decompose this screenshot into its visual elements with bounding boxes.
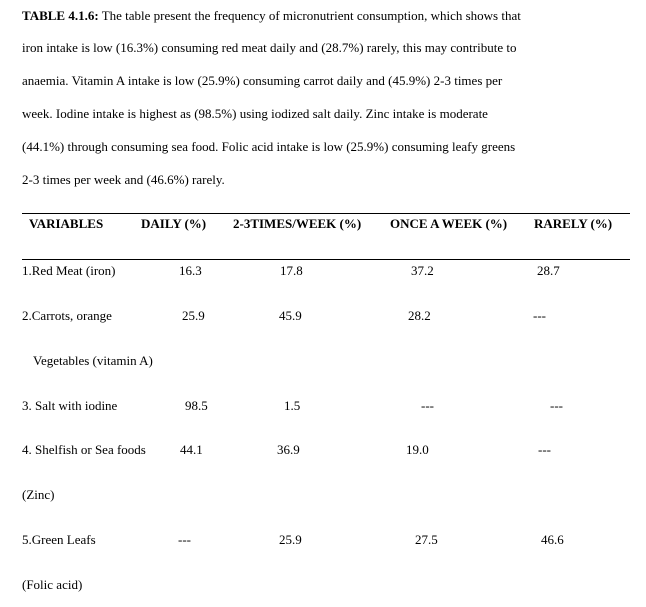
header-2-3-times-week: 2-3TIMES/WEEK (%): [233, 216, 362, 231]
caption-text: The table present the frequency of micronutrient consumption, which shows that: [98, 8, 521, 23]
table-caption-label: TABLE 4.1.6:: [22, 8, 99, 23]
table-top-rule: [22, 213, 630, 214]
table-caption-line-4: week. Iodine intake is highest as (98.5%) using iodized salt daily. Zinc intake is moderate: [22, 106, 488, 121]
table-caption-line-1: [22, 8, 521, 24]
row-3-rarely: ---: [550, 398, 563, 413]
row-3-2-3-times: 1.5: [284, 398, 301, 413]
header-rarely: RARELY (%): [534, 216, 613, 231]
table-caption-line-2: iron intake is low (16.3%) consuming red meat daily and (28.7%) rarely, this may contribute to: [22, 40, 517, 55]
row-5-once: 27.5: [415, 532, 438, 547]
row-1-once: 37.2: [411, 263, 434, 278]
row-4-rarely: ---: [538, 442, 551, 457]
row-3-daily: 98.5: [185, 398, 208, 413]
row-4-variable-continued: (Zinc): [22, 487, 55, 502]
row-5-variable-continued: (Folic acid): [22, 577, 83, 592]
row-2-once: 28.2: [408, 308, 431, 323]
table-caption-line-3: anaemia. Vitamin A intake is low (25.9%) consuming carrot daily and (45.9%) 2-3 times per: [22, 73, 503, 88]
row-2-variable: 2.Carrots, orange: [22, 308, 112, 323]
header-daily: DAILY (%): [141, 216, 207, 231]
row-4-daily: 44.1: [180, 442, 203, 457]
row-5-variable: 5.Green Leafs: [22, 532, 96, 547]
header-once-a-week: ONCE A WEEK (%): [390, 216, 508, 231]
row-5-2-3-times: 25.9: [279, 532, 302, 547]
table-header-rule: [22, 259, 630, 260]
row-1-2-3-times: 17.8: [280, 263, 303, 278]
row-3-variable: 3. Salt with iodine: [22, 398, 118, 413]
header-variables: VARIABLES: [29, 216, 104, 231]
row-5-rarely: 46.6: [541, 532, 564, 547]
row-1-variable: 1.Red Meat (iron): [22, 263, 116, 278]
row-4-2-3-times: 36.9: [277, 442, 300, 457]
row-4-once: 19.0: [406, 442, 429, 457]
row-5-daily: ---: [178, 532, 191, 547]
row-2-2-3-times: 45.9: [279, 308, 302, 323]
row-3-once: ---: [421, 398, 434, 413]
row-1-rarely: 28.7: [537, 263, 560, 278]
table-caption-line-5: (44.1%) through consuming sea food. Folic acid intake is low (25.9%) consuming leafy greens: [22, 139, 516, 154]
row-4-variable: 4. Shelfish or Sea foods: [22, 442, 146, 457]
row-2-rarely: ---: [533, 308, 546, 323]
row-2-variable-continued: Vegetables (vitamin A): [33, 353, 153, 368]
row-1-daily: 16.3: [179, 263, 202, 278]
table-caption-line-6: 2-3 times per week and (46.6%) rarely.: [22, 172, 225, 187]
row-2-daily: 25.9: [182, 308, 205, 323]
